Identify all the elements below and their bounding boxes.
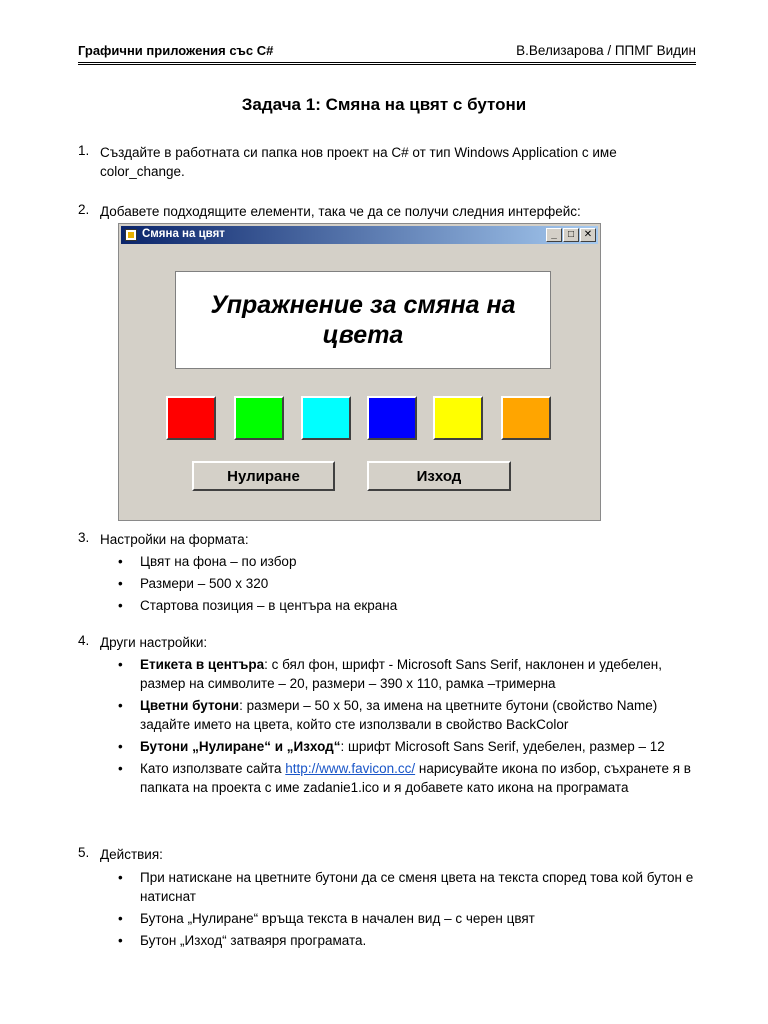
bullet: •	[118, 698, 123, 713]
list-item-1	[78, 143, 698, 181]
item-number: 3.	[78, 530, 90, 545]
list-item	[118, 737, 698, 756]
item-text: Други настройки:	[100, 635, 208, 650]
list-item	[118, 574, 698, 593]
bullet-text: Бутон „Изход“ затваяря програмата.	[140, 933, 367, 948]
item-text: Настройки на формата:	[100, 532, 249, 547]
color-button-red[interactable]	[166, 396, 216, 440]
actions-list	[118, 868, 698, 953]
bullet: •	[118, 933, 123, 948]
list-item	[118, 552, 698, 571]
app-icon	[125, 229, 137, 241]
bullet-text: Като използвате сайта	[140, 761, 286, 776]
bullet-text: : с бял фон, шрифт - Microsoft Sans Serif, наклонен и удебелен, размер на символите – 20, размери – 390 x 110, рамка –тримерна	[140, 657, 662, 691]
maximize-icon[interactable]: □	[563, 228, 579, 242]
item-text: Действия:	[100, 847, 163, 862]
center-label-text: Упражнение за смяна на цвета	[210, 291, 516, 349]
item-number: 2.	[78, 202, 90, 217]
item-number: 1.	[78, 143, 90, 158]
bullet: •	[118, 554, 123, 569]
list-item-3	[78, 530, 698, 549]
bullet-bold: Етикета в центъра	[140, 657, 265, 672]
form-settings-list	[118, 552, 698, 618]
favicon-link[interactable]: http://www.favicon.cc/	[285, 761, 416, 776]
bullet-text: Бутона „Нулиране“ връща текста в начален вид – с черен цвят	[140, 911, 535, 926]
list-item	[118, 596, 698, 615]
header-author: В.Велизарова / ППМГ Видин	[516, 43, 696, 58]
item-number: 5.	[78, 845, 90, 860]
bullet: •	[118, 657, 123, 672]
bullet-text: Размери – 500 x 320	[140, 576, 269, 591]
bullet: •	[118, 870, 123, 885]
bullet: •	[118, 911, 123, 926]
list-item	[118, 868, 698, 906]
header-rule	[78, 62, 696, 65]
bullet-text: При натискане на цветните бутони да се сменя цвета на текста според това кой бутон е натиснат	[140, 870, 694, 904]
header-course: Графични приложения със C#	[78, 43, 274, 58]
item-text: Създайте в работната си папка нов проект на C# от тип Windows Application с име color_change.	[100, 145, 617, 179]
item-number: 4.	[78, 633, 90, 648]
bullet: •	[118, 739, 123, 754]
list-item	[118, 931, 698, 950]
page-header	[78, 43, 696, 63]
list-item	[118, 759, 698, 797]
bullet-bold: Цветни бутони	[140, 698, 240, 713]
other-settings-list	[118, 655, 698, 800]
bullet-bold: Бутони „Нулиране“ и „Изход“	[140, 739, 341, 754]
bullet-text: Цвят на фона – по избор	[140, 554, 297, 569]
bullet-text: нарисувайте икона по избор, съхранете я в папката на проекта с име zadanie1.ico и я добавете като икона на програмата	[140, 761, 691, 795]
bullet-text: Стартова позиция – в центъра на екрана	[140, 598, 398, 613]
bullet: •	[118, 598, 123, 613]
list-item	[118, 696, 698, 734]
list-item	[118, 909, 698, 928]
minimize-icon[interactable]: _	[546, 228, 562, 242]
reset-button[interactable]: Нулиране	[192, 461, 335, 491]
page-title: Задача 1: Смяна на цвят с бутони	[241, 95, 527, 114]
list-item	[118, 655, 698, 693]
center-label	[175, 271, 551, 369]
list-item-4	[78, 633, 698, 652]
color-button-blue[interactable]	[367, 396, 417, 440]
bullet-text: : шрифт Microsoft Sans Serif, удебелен, размер – 12	[340, 739, 665, 754]
bullet-text: : размери – 50 x 50, за имена на цветните бутони (свойство Name) задайте името на цвета, който сте използвали в свойство BackColor	[140, 698, 658, 732]
form-window	[118, 223, 601, 521]
color-button-lime[interactable]	[234, 396, 284, 440]
exit-button[interactable]: Изход	[367, 461, 511, 491]
close-icon[interactable]: ✕	[580, 228, 596, 242]
window-title: Смяна на цвят	[142, 228, 225, 240]
color-button-yellow[interactable]	[433, 396, 483, 440]
bullet: •	[118, 576, 123, 591]
item-text: Добавете подходящите елементи, така че да се получи следния интерфейс:	[100, 204, 581, 219]
list-item-5	[78, 845, 698, 864]
window-titlebar	[121, 226, 598, 244]
color-button-cyan[interactable]	[301, 396, 351, 440]
list-item-2	[78, 202, 698, 221]
bullet: •	[118, 761, 123, 776]
color-button-orange[interactable]	[501, 396, 551, 440]
